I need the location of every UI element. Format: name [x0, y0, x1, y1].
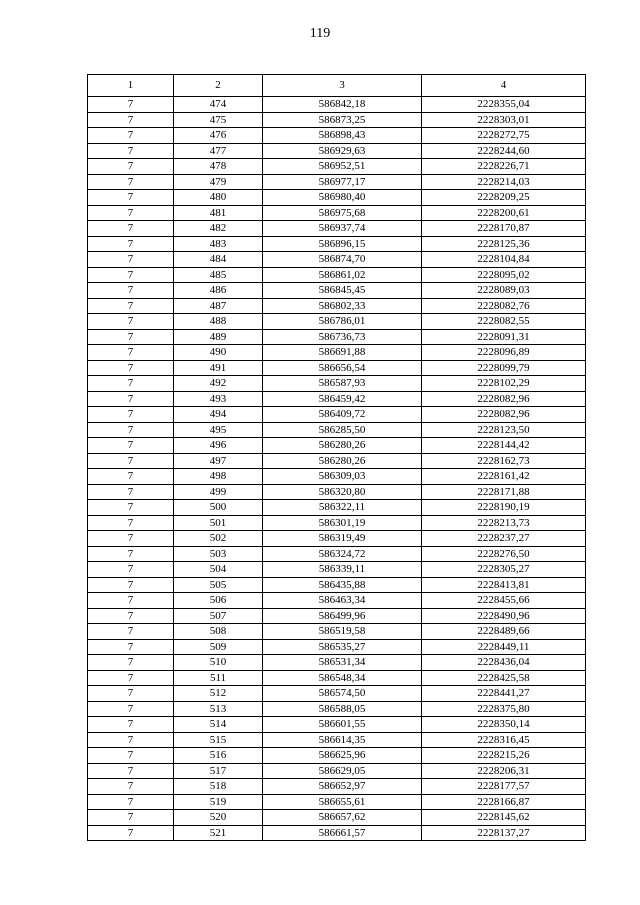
cell-zone: 7 [88, 252, 174, 268]
table-row [88, 825, 586, 841]
cell-point-number: 476 [174, 128, 263, 144]
cell-point-number: 514 [174, 717, 263, 733]
cell-coordinate-x: 586975,68 [263, 205, 422, 221]
cell-coordinate-y: 2228303,01 [422, 112, 586, 128]
table-row [88, 422, 586, 438]
cell-zone: 7 [88, 267, 174, 283]
cell-zone: 7 [88, 112, 174, 128]
table-row [88, 531, 586, 547]
cell-zone: 7 [88, 825, 174, 841]
cell-zone: 7 [88, 221, 174, 237]
cell-coordinate-y: 2228305,27 [422, 562, 586, 578]
table-row [88, 360, 586, 376]
cell-zone: 7 [88, 174, 174, 190]
cell-coordinate-x: 586309,03 [263, 469, 422, 485]
table-row [88, 345, 586, 361]
cell-coordinate-x: 586842,18 [263, 97, 422, 113]
table-row [88, 252, 586, 268]
cell-coordinate-y: 2228226,71 [422, 159, 586, 175]
cell-coordinate-y: 2228170,87 [422, 221, 586, 237]
cell-point-number: 495 [174, 422, 263, 438]
table-row [88, 438, 586, 454]
cell-point-number: 504 [174, 562, 263, 578]
table-row [88, 608, 586, 624]
cell-coordinate-y: 2228237,27 [422, 531, 586, 547]
cell-point-number: 488 [174, 314, 263, 330]
table-row [88, 112, 586, 128]
cell-zone: 7 [88, 345, 174, 361]
cell-coordinate-x: 586601,55 [263, 717, 422, 733]
cell-coordinate-y: 2228355,04 [422, 97, 586, 113]
cell-zone: 7 [88, 205, 174, 221]
cell-coordinate-x: 586614,35 [263, 732, 422, 748]
cell-coordinate-x: 586861,02 [263, 267, 422, 283]
cell-coordinate-y: 2228489,66 [422, 624, 586, 640]
table-row [88, 655, 586, 671]
cell-zone: 7 [88, 562, 174, 578]
cell-coordinate-y: 2228171,88 [422, 484, 586, 500]
table-row [88, 686, 586, 702]
cell-coordinate-x: 586499,96 [263, 608, 422, 624]
page-number: 119 [309, 26, 331, 41]
cell-point-number: 496 [174, 438, 263, 454]
cell-zone: 7 [88, 283, 174, 299]
cell-point-number: 497 [174, 453, 263, 469]
cell-zone: 7 [88, 438, 174, 454]
cell-point-number: 499 [174, 484, 263, 500]
coordinates-table [87, 74, 586, 841]
cell-point-number: 474 [174, 97, 263, 113]
cell-zone: 7 [88, 531, 174, 547]
cell-point-number: 490 [174, 345, 263, 361]
cell-zone: 7 [88, 190, 174, 206]
cell-point-number: 478 [174, 159, 263, 175]
cell-zone: 7 [88, 717, 174, 733]
cell-point-number: 508 [174, 624, 263, 640]
cell-coordinate-x: 586587,93 [263, 376, 422, 392]
cell-coordinate-y: 2228449,11 [422, 639, 586, 655]
table-row [88, 391, 586, 407]
cell-coordinate-x: 586459,42 [263, 391, 422, 407]
cell-zone: 7 [88, 686, 174, 702]
cell-coordinate-x: 586435,88 [263, 577, 422, 593]
cell-zone: 7 [88, 453, 174, 469]
cell-coordinate-y: 2228413,81 [422, 577, 586, 593]
cell-coordinate-y: 2228082,96 [422, 391, 586, 407]
cell-coordinate-x: 586657,62 [263, 810, 422, 826]
cell-zone: 7 [88, 655, 174, 671]
cell-point-number: 502 [174, 531, 263, 547]
table-row [88, 484, 586, 500]
cell-coordinate-x: 586463,34 [263, 593, 422, 609]
cell-coordinate-y: 2228209,25 [422, 190, 586, 206]
cell-point-number: 519 [174, 794, 263, 810]
cell-coordinate-x: 586691,88 [263, 345, 422, 361]
cell-coordinate-y: 2228095,02 [422, 267, 586, 283]
cell-coordinate-x: 586937,74 [263, 221, 422, 237]
cell-point-number: 513 [174, 701, 263, 717]
cell-coordinate-x: 586656,54 [263, 360, 422, 376]
cell-coordinate-y: 2228096,89 [422, 345, 586, 361]
table-row [88, 577, 586, 593]
cell-point-number: 482 [174, 221, 263, 237]
table-row [88, 97, 586, 113]
cell-point-number: 521 [174, 825, 263, 841]
table-row [88, 143, 586, 159]
cell-point-number: 503 [174, 546, 263, 562]
header-cell-4: 4 [422, 75, 586, 97]
cell-coordinate-y: 2228213,73 [422, 515, 586, 531]
header-row [88, 75, 586, 97]
cell-point-number: 509 [174, 639, 263, 655]
cell-zone: 7 [88, 143, 174, 159]
cell-coordinate-x: 586588,05 [263, 701, 422, 717]
table-row [88, 562, 586, 578]
table-row [88, 236, 586, 252]
table-row [88, 624, 586, 640]
cell-coordinate-x: 586952,51 [263, 159, 422, 175]
cell-coordinate-x: 586280,26 [263, 438, 422, 454]
cell-point-number: 477 [174, 143, 263, 159]
cell-coordinate-y: 2228177,57 [422, 779, 586, 795]
cell-zone: 7 [88, 670, 174, 686]
cell-coordinate-y: 2228145,62 [422, 810, 586, 826]
cell-coordinate-y: 2228215,26 [422, 748, 586, 764]
cell-coordinate-x: 586655,61 [263, 794, 422, 810]
cell-point-number: 515 [174, 732, 263, 748]
cell-zone: 7 [88, 624, 174, 640]
table-row [88, 205, 586, 221]
cell-zone: 7 [88, 298, 174, 314]
cell-coordinate-x: 586802,33 [263, 298, 422, 314]
cell-zone: 7 [88, 810, 174, 826]
cell-coordinate-y: 2228102,29 [422, 376, 586, 392]
cell-zone: 7 [88, 748, 174, 764]
cell-coordinate-y: 2228244,60 [422, 143, 586, 159]
cell-coordinate-x: 586736,73 [263, 329, 422, 345]
table-row [88, 515, 586, 531]
cell-coordinate-x: 586535,27 [263, 639, 422, 655]
cell-point-number: 510 [174, 655, 263, 671]
cell-coordinate-y: 2228425,58 [422, 670, 586, 686]
cell-zone: 7 [88, 236, 174, 252]
table-row [88, 128, 586, 144]
cell-coordinate-y: 2228276,50 [422, 546, 586, 562]
cell-zone: 7 [88, 732, 174, 748]
cell-zone: 7 [88, 128, 174, 144]
cell-point-number: 491 [174, 360, 263, 376]
cell-coordinate-x: 586874,70 [263, 252, 422, 268]
cell-zone: 7 [88, 546, 174, 562]
table-row [88, 779, 586, 795]
cell-point-number: 485 [174, 267, 263, 283]
cell-point-number: 518 [174, 779, 263, 795]
table-row [88, 298, 586, 314]
cell-point-number: 511 [174, 670, 263, 686]
cell-point-number: 520 [174, 810, 263, 826]
table-row [88, 763, 586, 779]
cell-zone: 7 [88, 159, 174, 175]
cell-coordinate-x: 586625,96 [263, 748, 422, 764]
header-cell-2: 2 [174, 75, 263, 97]
cell-coordinate-y: 2228166,87 [422, 794, 586, 810]
table-row [88, 453, 586, 469]
cell-coordinate-y: 2228350,14 [422, 717, 586, 733]
cell-coordinate-y: 2228200,61 [422, 205, 586, 221]
cell-zone: 7 [88, 763, 174, 779]
cell-point-number: 475 [174, 112, 263, 128]
table-row [88, 717, 586, 733]
cell-zone: 7 [88, 608, 174, 624]
table-row [88, 748, 586, 764]
table-row [88, 329, 586, 345]
cell-coordinate-x: 586324,72 [263, 546, 422, 562]
cell-zone: 7 [88, 407, 174, 423]
table-row [88, 190, 586, 206]
table-row [88, 159, 586, 175]
cell-coordinate-y: 2228272,75 [422, 128, 586, 144]
header-cell-3: 3 [263, 75, 422, 97]
cell-coordinate-y: 2228375,80 [422, 701, 586, 717]
table-row [88, 546, 586, 562]
cell-point-number: 516 [174, 748, 263, 764]
cell-coordinate-x: 586301,19 [263, 515, 422, 531]
cell-coordinate-x: 586629,05 [263, 763, 422, 779]
cell-point-number: 501 [174, 515, 263, 531]
cell-point-number: 483 [174, 236, 263, 252]
cell-coordinate-y: 2228089,03 [422, 283, 586, 299]
cell-point-number: 481 [174, 205, 263, 221]
cell-coordinate-y: 2228082,76 [422, 298, 586, 314]
cell-coordinate-x: 586661,57 [263, 825, 422, 841]
cell-coordinate-y: 2228144,42 [422, 438, 586, 454]
cell-point-number: 505 [174, 577, 263, 593]
cell-zone: 7 [88, 376, 174, 392]
cell-zone: 7 [88, 779, 174, 795]
table-row [88, 407, 586, 423]
cell-coordinate-y: 2228161,42 [422, 469, 586, 485]
cell-coordinate-y: 2228436,04 [422, 655, 586, 671]
cell-coordinate-y: 2228441,27 [422, 686, 586, 702]
cell-zone: 7 [88, 701, 174, 717]
cell-coordinate-y: 2228490,96 [422, 608, 586, 624]
table-row [88, 810, 586, 826]
cell-zone: 7 [88, 593, 174, 609]
table-row [88, 701, 586, 717]
cell-coordinate-x: 586531,34 [263, 655, 422, 671]
cell-point-number: 512 [174, 686, 263, 702]
table-row [88, 469, 586, 485]
cell-coordinate-y: 2228082,96 [422, 407, 586, 423]
cell-point-number: 500 [174, 500, 263, 516]
cell-coordinate-y: 2228206,31 [422, 763, 586, 779]
cell-zone: 7 [88, 329, 174, 345]
cell-coordinate-y: 2228099,79 [422, 360, 586, 376]
table-row [88, 376, 586, 392]
table-row [88, 500, 586, 516]
cell-point-number: 493 [174, 391, 263, 407]
cell-coordinate-x: 586285,50 [263, 422, 422, 438]
table-row [88, 732, 586, 748]
cell-zone: 7 [88, 360, 174, 376]
cell-coordinate-x: 586280,26 [263, 453, 422, 469]
table-row [88, 267, 586, 283]
cell-point-number: 479 [174, 174, 263, 190]
table-row [88, 639, 586, 655]
cell-coordinate-x: 586980,40 [263, 190, 422, 206]
cell-coordinate-x: 586574,50 [263, 686, 422, 702]
cell-coordinate-x: 586977,17 [263, 174, 422, 190]
cell-coordinate-x: 586896,15 [263, 236, 422, 252]
table-row [88, 314, 586, 330]
cell-coordinate-x: 586320,80 [263, 484, 422, 500]
cell-zone: 7 [88, 484, 174, 500]
cell-coordinate-x: 586845,45 [263, 283, 422, 299]
cell-coordinate-y: 2228455,66 [422, 593, 586, 609]
cell-coordinate-x: 586652,97 [263, 779, 422, 795]
cell-coordinate-y: 2228123,50 [422, 422, 586, 438]
cell-zone: 7 [88, 422, 174, 438]
cell-coordinate-y: 2228190,19 [422, 500, 586, 516]
table-row [88, 174, 586, 190]
cell-zone: 7 [88, 639, 174, 655]
cell-coordinate-x: 586898,43 [263, 128, 422, 144]
cell-coordinate-x: 586873,25 [263, 112, 422, 128]
cell-zone: 7 [88, 97, 174, 113]
cell-zone: 7 [88, 515, 174, 531]
cell-point-number: 498 [174, 469, 263, 485]
cell-zone: 7 [88, 391, 174, 407]
cell-coordinate-y: 2228162,73 [422, 453, 586, 469]
cell-coordinate-x: 586519,58 [263, 624, 422, 640]
cell-point-number: 489 [174, 329, 263, 345]
cell-coordinate-x: 586786,01 [263, 314, 422, 330]
cell-coordinate-x: 586319,49 [263, 531, 422, 547]
cell-zone: 7 [88, 794, 174, 810]
cell-point-number: 494 [174, 407, 263, 423]
table-row [88, 221, 586, 237]
cell-coordinate-y: 2228316,45 [422, 732, 586, 748]
table-row [88, 593, 586, 609]
cell-zone: 7 [88, 500, 174, 516]
cell-zone: 7 [88, 314, 174, 330]
cell-coordinate-x: 586548,34 [263, 670, 422, 686]
cell-point-number: 517 [174, 763, 263, 779]
table-row [88, 670, 586, 686]
cell-point-number: 507 [174, 608, 263, 624]
cell-coordinate-x: 586409,72 [263, 407, 422, 423]
cell-coordinate-y: 2228214,03 [422, 174, 586, 190]
cell-coordinate-y: 2228082,55 [422, 314, 586, 330]
cell-zone: 7 [88, 469, 174, 485]
table-header [88, 75, 586, 97]
cell-point-number: 487 [174, 298, 263, 314]
cell-point-number: 506 [174, 593, 263, 609]
cell-coordinate-y: 2228137,27 [422, 825, 586, 841]
table-row [88, 283, 586, 299]
cell-zone: 7 [88, 577, 174, 593]
cell-coordinate-x: 586339,11 [263, 562, 422, 578]
cell-point-number: 480 [174, 190, 263, 206]
cell-point-number: 484 [174, 252, 263, 268]
cell-point-number: 486 [174, 283, 263, 299]
cell-coordinate-x: 586929,63 [263, 143, 422, 159]
table-body [88, 97, 586, 841]
cell-coordinate-y: 2228091,31 [422, 329, 586, 345]
table-row [88, 794, 586, 810]
cell-point-number: 492 [174, 376, 263, 392]
header-cell-1: 1 [88, 75, 174, 97]
cell-coordinate-x: 586322,11 [263, 500, 422, 516]
cell-coordinate-y: 2228125,36 [422, 236, 586, 252]
cell-coordinate-y: 2228104,84 [422, 252, 586, 268]
